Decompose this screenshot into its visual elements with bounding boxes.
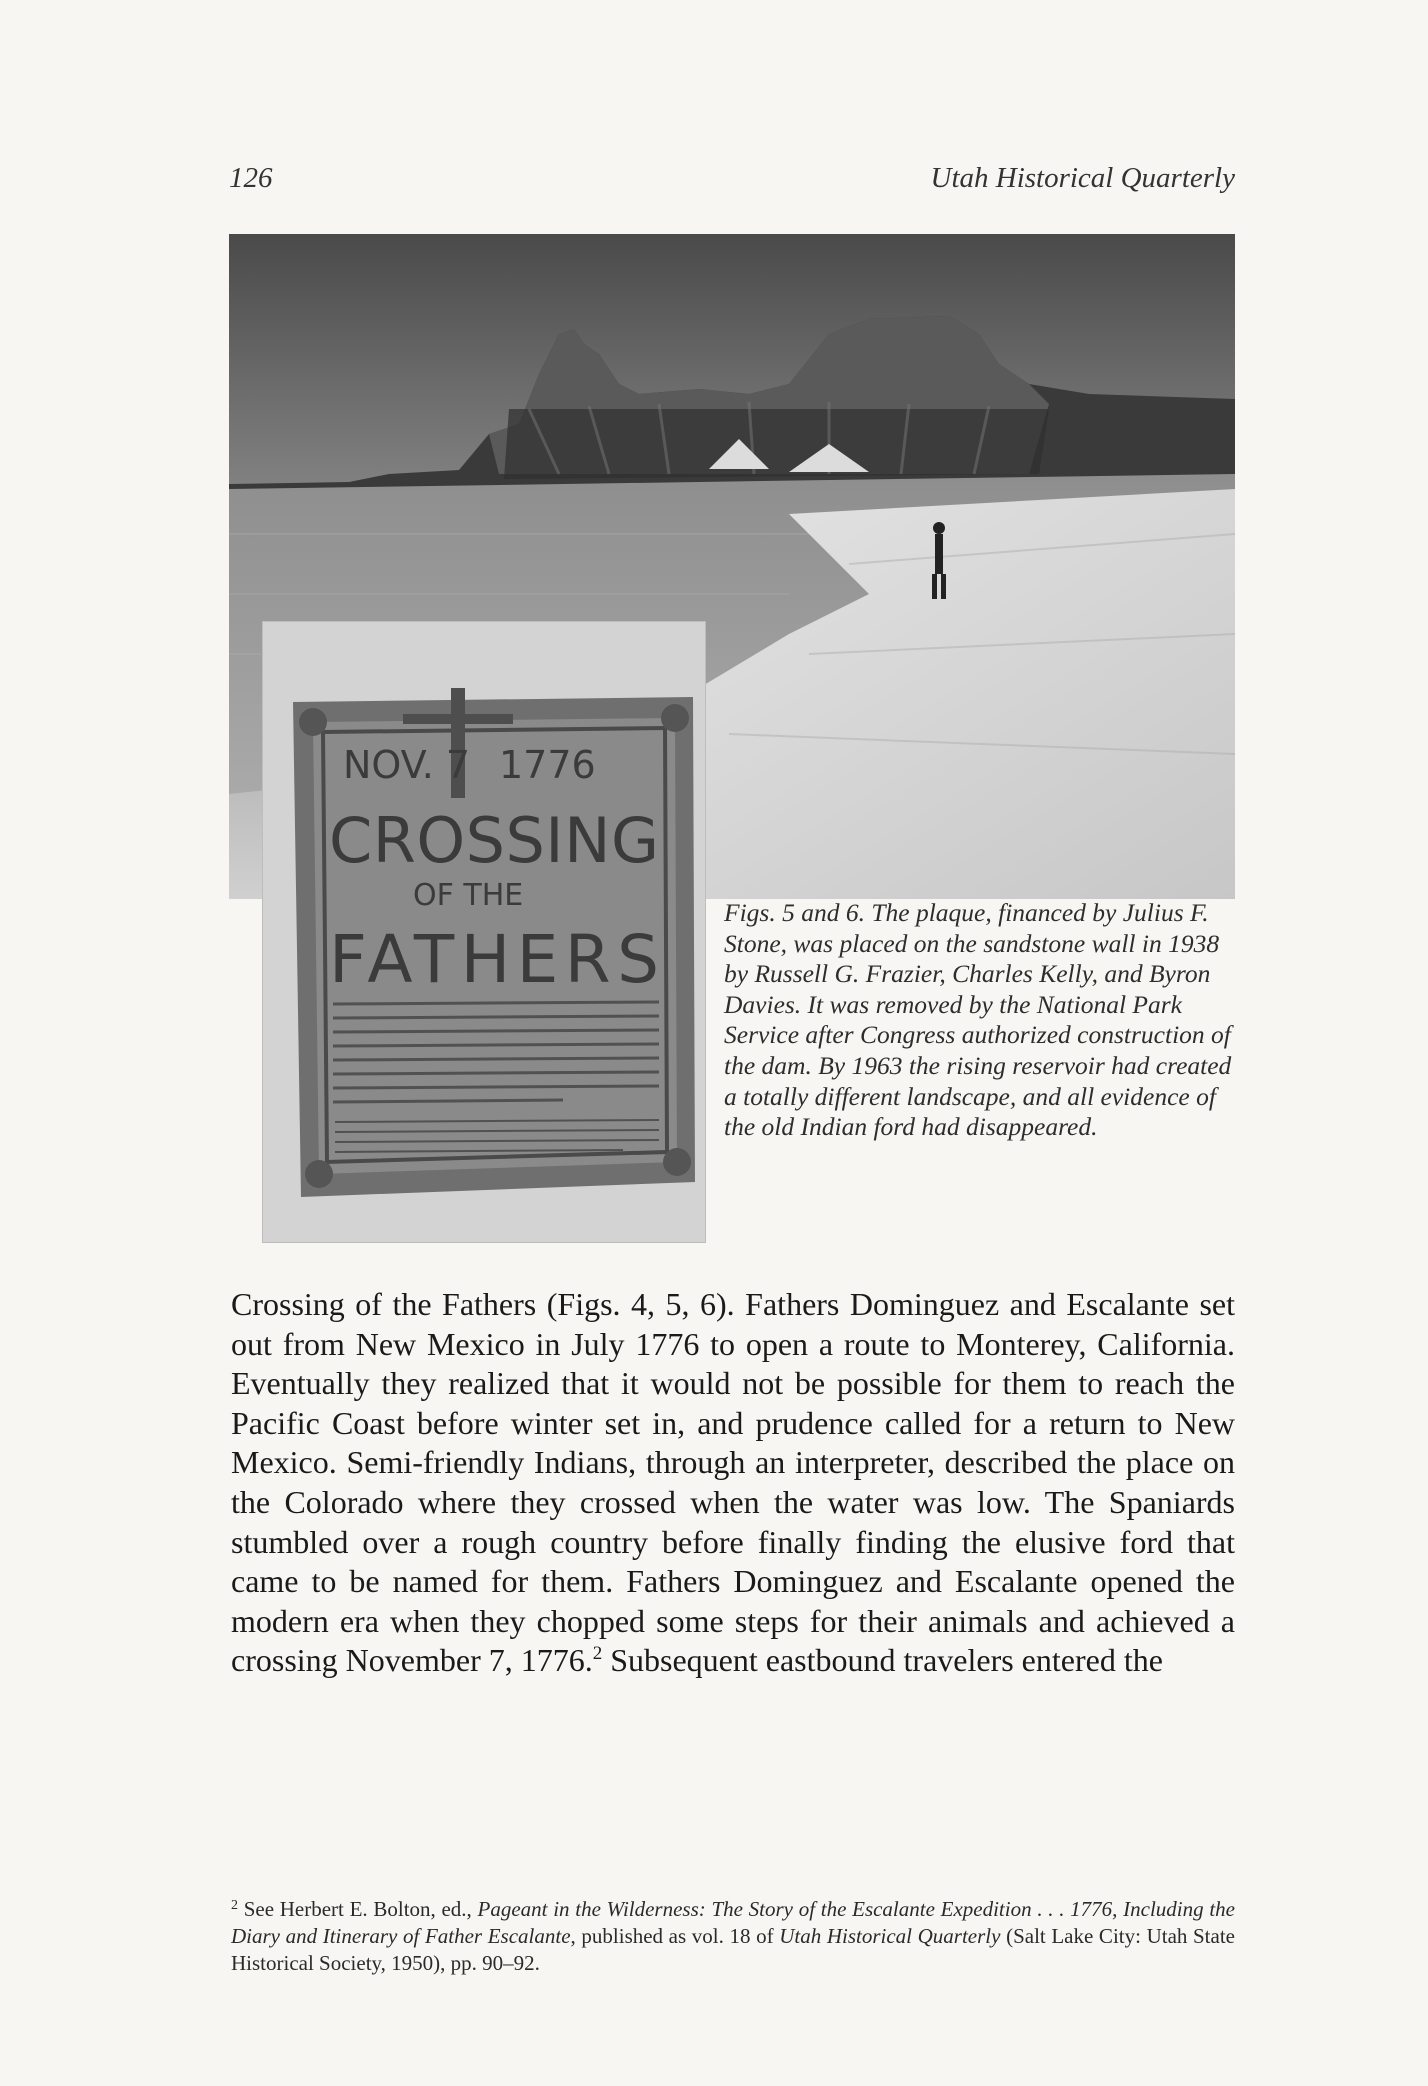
footnote-text-2: , published as vol. 18 of: [570, 1924, 780, 1948]
plaque-date-right: 1776: [499, 743, 596, 787]
running-head: Utah Historical Quarterly: [930, 162, 1235, 194]
body-text-main: Crossing of the Fathers (Figs. 4, 5, 6). Fathers Dominguez and Escalante set out from New Mexico in July 1776 to open a route to Monterey, California. Eventually they realized that it would not be possible for them to reach the Pacific Coast before winter set in, and prudence called for a return to New Mexico. Semi-friendly Indians, through an interpreter, described the place on the Colorado where they crossed when the water was low. The Spaniards stumbled over a rough country before finally finding the elusive ford that came to be named for them. Fathers Dominguez and Escalante opened the modern era when they chopped some steps for their animals and achieved a crossing November 7, 1776.: [231, 1286, 1235, 1679]
plaque-photo: [263, 622, 705, 1242]
figure-caption: Figs. 5 and 6. The plaque, financed by Julius F. Stone, was placed on the sandstone wall in 1938 by Russell G. Frazier, Charles Kelly, and Byron Davies. It was removed by the National Park Service after Congress authorized construction of the dam. By 1963 the rising reservoir had created a totally different landscape, and all evidence of the old Indian ford had disappeared.: [724, 898, 1232, 1142]
footnote: [231, 1892, 1235, 1977]
body-text-tail: Subsequent eastbound travelers entered the: [602, 1642, 1163, 1679]
footnote-text-1: See Herbert E. Bolton, ed.,: [238, 1897, 478, 1921]
footnote-title-journal: Utah Historical Quarterly: [779, 1924, 1001, 1948]
page-number: 126: [229, 162, 273, 194]
footnote-number: 2: [231, 1898, 238, 1913]
plaque-line-of-the: OF THE: [413, 878, 524, 913]
footnote-marker: 2: [592, 1643, 603, 1665]
body-paragraph: [231, 1285, 1235, 1681]
footnote-title-pageant: Pageant in the Wilderness: The Story of the Escalante Expedition . . . 1776, Including the Diary and Itinerary of Father Escalante: [231, 1897, 1235, 1948]
plaque-line-fathers: FATHERS: [329, 921, 659, 998]
plaque-line-crossing: CROSSING: [329, 804, 659, 877]
plaque-date-left: NOV. 7: [343, 743, 471, 787]
footnote-text-3: (Salt Lake City: Utah State Historical Society, 1950), pp. 90–92.: [231, 1924, 1235, 1975]
